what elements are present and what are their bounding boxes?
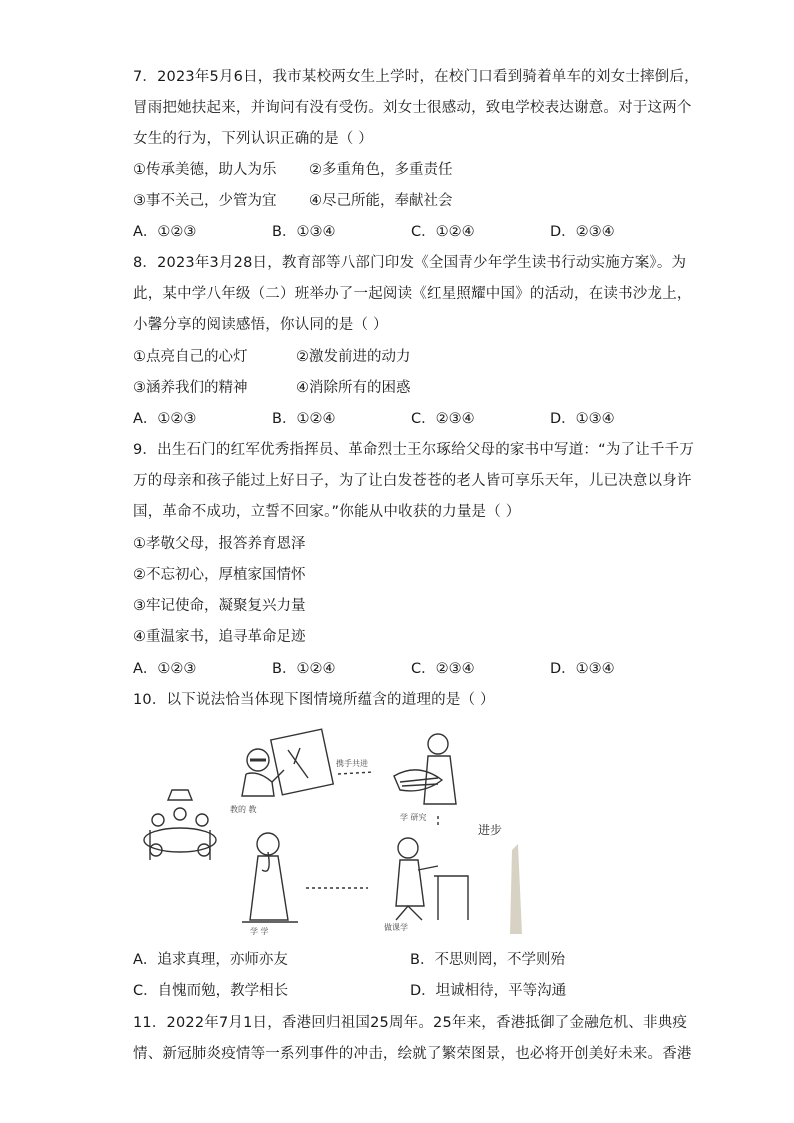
q9-item-1: ①孝敬父母，报答养育恩泽 [133, 536, 306, 552]
q7-stem-line-1: 7．2023年5月6日，我市某校两女生上学时，在校门口看到骑着单车的刘女士摔倒后， [133, 69, 699, 85]
q8-option-b: B．①②④ [272, 411, 336, 427]
q7-item-1: ①传承美德，助人为乐 [133, 162, 277, 178]
q8-stem-line-1: 8．2023年3月28日，教育部等八部门印发《全国青少年学生读书行动实施方案》。为 [133, 255, 687, 271]
q9-option-b: B．①②④ [272, 661, 336, 677]
q7-option-c: C．①②④ [411, 224, 475, 240]
q10-option-b: B．不思则罔，不学则殆 [410, 952, 565, 968]
q7-option-a: A．①②③ [133, 224, 197, 240]
q8-item-3: ③涵养我们的精神 [133, 380, 248, 396]
q9-stem-line-1: 9．出生石门的红军优秀指挥员、革命烈士王尔琢给父母的家书中写道：“为了让千千万 [133, 442, 695, 458]
writing-student-figure [396, 838, 468, 920]
thinking-student-figure [242, 833, 298, 922]
q10-option-d: D．坦诚相待，平等沟通 [410, 983, 567, 999]
q10-illustration [138, 720, 528, 940]
q11-stem-line-2: 情、新冠肺炎疫情等一系列事件的冲击，绘就了繁荣图景，也必将开创美好未来。香港 [133, 1046, 692, 1062]
q7-option-b: B．①③④ [272, 224, 336, 240]
q9-stem-line-2: 万的母亲和孩子能过上好日子，为了让白发苍苍的老人皆可享乐天年，儿已决意以身许 [133, 473, 692, 489]
q8-stem-line-3: 小馨分享的阅读感悟，你认同的是（ ） [133, 317, 388, 333]
q9-option-c: C．②③④ [411, 661, 475, 677]
q9-stem-line-3: 国，革命不成功，立誓不回家。”你能从中收获的力量是（ ） [133, 504, 521, 520]
figure-label-together: 携手共进 [336, 759, 368, 768]
teacher-figure [242, 729, 333, 796]
q8-item-4: ④消除所有的困惑 [296, 380, 411, 396]
q10-stem: 10．以下说法恰当体现下图情境所蕴含的道理的是（ ） [133, 692, 495, 708]
q8-option-c: C．②③④ [411, 411, 475, 427]
q7-stem-line-3: 女生的行为，下列认识正确的是（ ） [133, 131, 374, 147]
q8-item-1: ①点亮自己的心灯 [133, 349, 248, 365]
q10-option-c: C．自愧而勉，教学相长 [133, 983, 289, 999]
q7-item-4: ④尽己所能，奉献社会 [309, 193, 453, 209]
q7-option-d: D．②③④ [550, 224, 615, 240]
student-with-books-figure [394, 734, 456, 804]
q10-option-a: A．追求真理，亦师亦友 [133, 952, 288, 968]
figure-label-study: 学 研究 [400, 813, 427, 822]
q8-option-d: D．①③④ [550, 411, 615, 427]
q9-option-a: A．①②③ [133, 661, 197, 677]
q7-item-2: ②多重角色，多重责任 [309, 162, 453, 178]
q9-item-3: ③牢记使命，凝聚复兴力量 [133, 598, 306, 614]
q9-option-d: D．①③④ [550, 661, 615, 677]
figure-label-do: 做课学 [384, 923, 408, 932]
q7-item-3: ③事不关己，少管为宜 [133, 193, 277, 209]
figure-label-learn: 学 学 [250, 927, 269, 936]
group-study-figure [144, 790, 216, 860]
q9-item-2: ②不忘初心，厚植家国情怀 [133, 567, 306, 583]
q11-stem-line-1: 11．2022年7月1日，香港回归祖国25周年。25年来，香港抵御了金融危机、非典疫 [133, 1015, 688, 1031]
figure-label-teach: 教的 教 [230, 805, 257, 814]
q8-item-2: ②激发前进的动力 [296, 349, 411, 365]
q8-option-a: A．①②③ [133, 411, 197, 427]
q8-stem-line-2: 此，某中学八年级（二）班举办了一起阅读《红星照耀中国》的活动，在读书沙龙上， [133, 286, 692, 302]
q9-item-4: ④重温家书，追寻革命足迹 [133, 629, 306, 645]
figure-label-progress: 进步 [478, 823, 503, 837]
q7-stem-line-2: 冒雨把她扶起来，并询问有没有受伤。刘女士很感动，致电学校表达谢意。对于这两个 [133, 100, 692, 116]
